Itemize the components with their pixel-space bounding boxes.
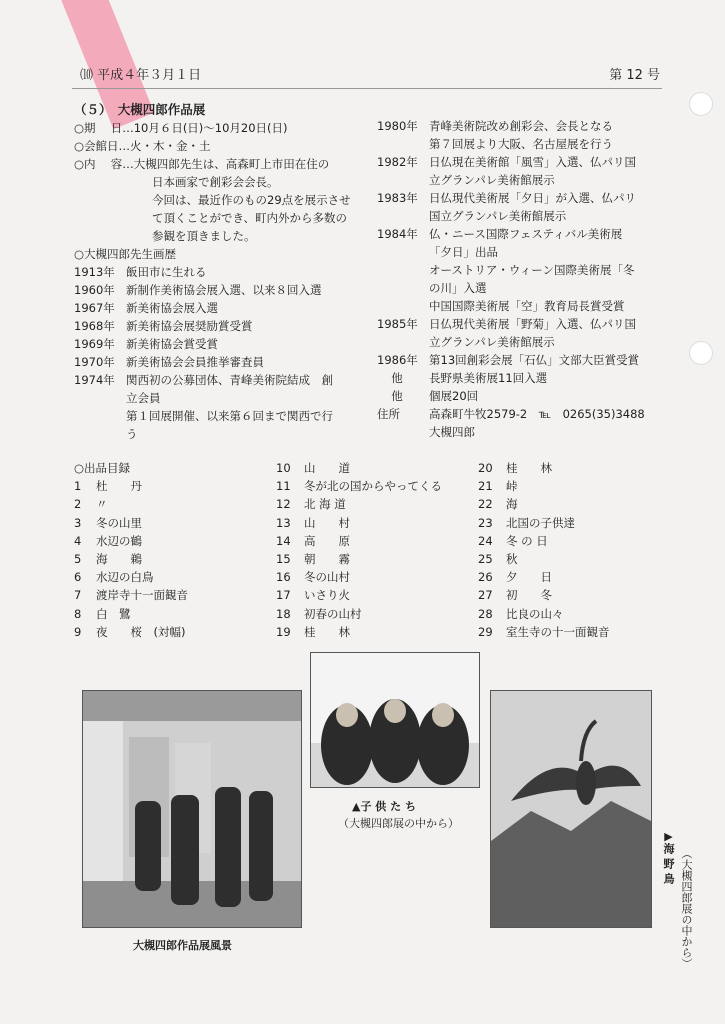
page-header bbox=[80, 64, 660, 86]
work-item: 7 渡岸寺十一面観音 bbox=[74, 588, 188, 603]
address-row: 住所 高森町牛牧2579-2 ℡ 0265(35)3488 bbox=[377, 407, 645, 421]
bio-row: 1913年 飯田市に生れる bbox=[74, 265, 207, 279]
work-item: 6 水辺の白鳥 bbox=[74, 570, 154, 585]
bio-cont: 「夕日」出品 bbox=[429, 245, 498, 259]
work-item: 22 海 bbox=[478, 497, 518, 512]
bio-row: 1967年 新美術協会展入選 bbox=[74, 301, 218, 315]
address-name: 大槻四郎 bbox=[429, 425, 475, 439]
work-item: 3 冬の山里 bbox=[74, 515, 142, 530]
bio-row: 1960年 新制作美術協会展入選、以来８回入選 bbox=[74, 283, 322, 297]
exhibition-info bbox=[74, 101, 374, 443]
children-painting-image bbox=[311, 653, 479, 787]
bio-row: 1980年 青峰美術院改め創彩会、会長となる bbox=[377, 119, 613, 133]
work-item: 11 冬が北の国からやってくる bbox=[276, 479, 442, 494]
works-list-col3 bbox=[478, 459, 678, 641]
bio-cont: 立会員 bbox=[126, 391, 161, 405]
bio-cont: 立グランパレ美術館展示 bbox=[429, 335, 555, 349]
sea-bird-subcaption: （大槻四郎展の中から） bbox=[680, 848, 693, 969]
work-item: 29 室生寺の十一面観音 bbox=[478, 624, 610, 639]
work-item: 21 峠 bbox=[478, 479, 518, 494]
bio-cont: 国立グランパレ美術館展示 bbox=[429, 209, 567, 223]
work-item: 10 山 道 bbox=[276, 461, 350, 475]
work-item: 26 夕 日 bbox=[478, 570, 552, 585]
header-rule bbox=[72, 88, 662, 89]
bio-row: 1974年 関西初の公募団体、青峰美術院結成 創 bbox=[74, 373, 333, 387]
venue-line: ○会館日…火・木・金・土 bbox=[74, 139, 211, 153]
bio-cont: 第１回展開催、以来第６回まで関西で行 bbox=[126, 409, 333, 423]
bio-cont: オーストリア・ウィーン国際美術展「冬 bbox=[429, 263, 635, 277]
bio-cont: 立グランパレ美術館展示 bbox=[429, 173, 555, 187]
work-item: 27 初 冬 bbox=[478, 588, 552, 603]
works-title: ○出品目録 bbox=[74, 461, 131, 475]
bio-list bbox=[74, 263, 374, 443]
content-line: 日本画家で創彩会会長。 bbox=[152, 175, 279, 189]
section-title: （５） 大槻四郎作品展 bbox=[74, 102, 206, 117]
content-line: 参観を頂きました。 bbox=[152, 229, 256, 243]
bio-row: 1985年 日仏現代美術展「野菊」入選、仏パリ国 bbox=[377, 317, 636, 331]
issue-date: ⑽ 平成４年３月１日 bbox=[80, 68, 202, 83]
bio-cont: 第７回展より大阪、名古屋展を行う bbox=[429, 137, 613, 151]
works-list-col1 bbox=[74, 459, 274, 641]
content-line: 今回は、最近作のもの29点を展示させ bbox=[152, 193, 351, 207]
bio-title: ○大槻四郎先生画歴 bbox=[74, 247, 177, 261]
bio-row: 他 個展20回 bbox=[391, 389, 479, 403]
content-line: て頂くことができ、町内外から多数の bbox=[152, 211, 348, 225]
sea-bird-caption: ▶海 野 鳥 bbox=[662, 830, 675, 884]
work-item: 24 冬 の 日 bbox=[478, 533, 548, 548]
sea-bird-painting-photo bbox=[490, 690, 652, 928]
work-item: 19 桂 林 bbox=[276, 624, 350, 639]
bio-row: 1969年 新美術協会賞受賞 bbox=[74, 337, 218, 351]
work-item: 4 水辺の鶴 bbox=[74, 533, 142, 548]
bio-row: 1968年 新美術協会展奨励賞受賞 bbox=[74, 319, 253, 333]
children-subcaption: （大槻四郎展の中から） bbox=[338, 817, 459, 830]
bio-cont: 中国国際美術展「空」教育局長賞受賞 bbox=[429, 299, 625, 313]
work-item: 8 白 鷺 bbox=[74, 606, 131, 621]
work-item: 16 冬の山村 bbox=[276, 570, 350, 585]
work-item: 28 比良の山々 bbox=[478, 606, 564, 621]
work-item: 17 いさり火 bbox=[276, 588, 350, 603]
bio-row: 1982年 日仏現在美術館「風雪」入選、仏パリ国 bbox=[377, 155, 636, 169]
work-item: 15 朝 霧 bbox=[276, 552, 350, 567]
exhibition-photo bbox=[82, 690, 302, 928]
work-item: 1 杜 丹 bbox=[74, 479, 142, 494]
period-line: ○期 日…10月６日(日)〜10月20日(日) bbox=[74, 121, 288, 135]
work-item: 5 海 鵜 bbox=[74, 552, 142, 567]
bio-row: 1983年 日仏現代美術展「夕日」が入選、仏パリ bbox=[377, 191, 636, 205]
work-item: 9 夜 桜 (対幅) bbox=[74, 624, 186, 639]
bio-continued bbox=[377, 117, 667, 441]
work-item: 12 北 海 道 bbox=[276, 497, 346, 512]
bio-cont: う bbox=[126, 427, 138, 441]
work-item: 23 北国の子供達 bbox=[478, 515, 575, 530]
bio-cont: の川」入選 bbox=[429, 281, 487, 295]
issue-number: 第 12 号 bbox=[609, 68, 660, 83]
bio-row: 他 長野県美術展11回入選 bbox=[391, 371, 548, 385]
punch-hole-bottom bbox=[689, 341, 713, 365]
works-list-col2 bbox=[276, 459, 476, 641]
cormorant-painting-image bbox=[491, 691, 651, 927]
work-item: 20 桂 林 bbox=[478, 461, 552, 475]
exhibition-caption: 大槻四郎作品展風景 bbox=[133, 939, 232, 952]
exhibition-scene-image bbox=[83, 691, 301, 927]
work-item: 13 山 村 bbox=[276, 515, 350, 530]
work-item: 14 高 原 bbox=[276, 533, 350, 548]
work-item: 25 秋 bbox=[478, 552, 518, 567]
bio-row: 1970年 新美術協会会員推挙審査員 bbox=[74, 355, 264, 369]
children-painting-photo bbox=[310, 652, 480, 788]
work-item: 18 初春の山村 bbox=[276, 606, 362, 621]
children-caption: ▲子 供 た ち bbox=[352, 800, 416, 813]
content-line: ○内 容…大槻四郎先生は、高森町上市田在住の bbox=[74, 157, 330, 171]
bio-row: 1986年 第13回創彩会展「石仏」文部大臣賞受賞 bbox=[377, 353, 640, 367]
work-item: 2 〃 bbox=[74, 497, 108, 512]
punch-hole-top bbox=[689, 92, 713, 116]
bio-row: 1984年 仏・ニース国際フェスティバル美術展 bbox=[377, 227, 623, 241]
